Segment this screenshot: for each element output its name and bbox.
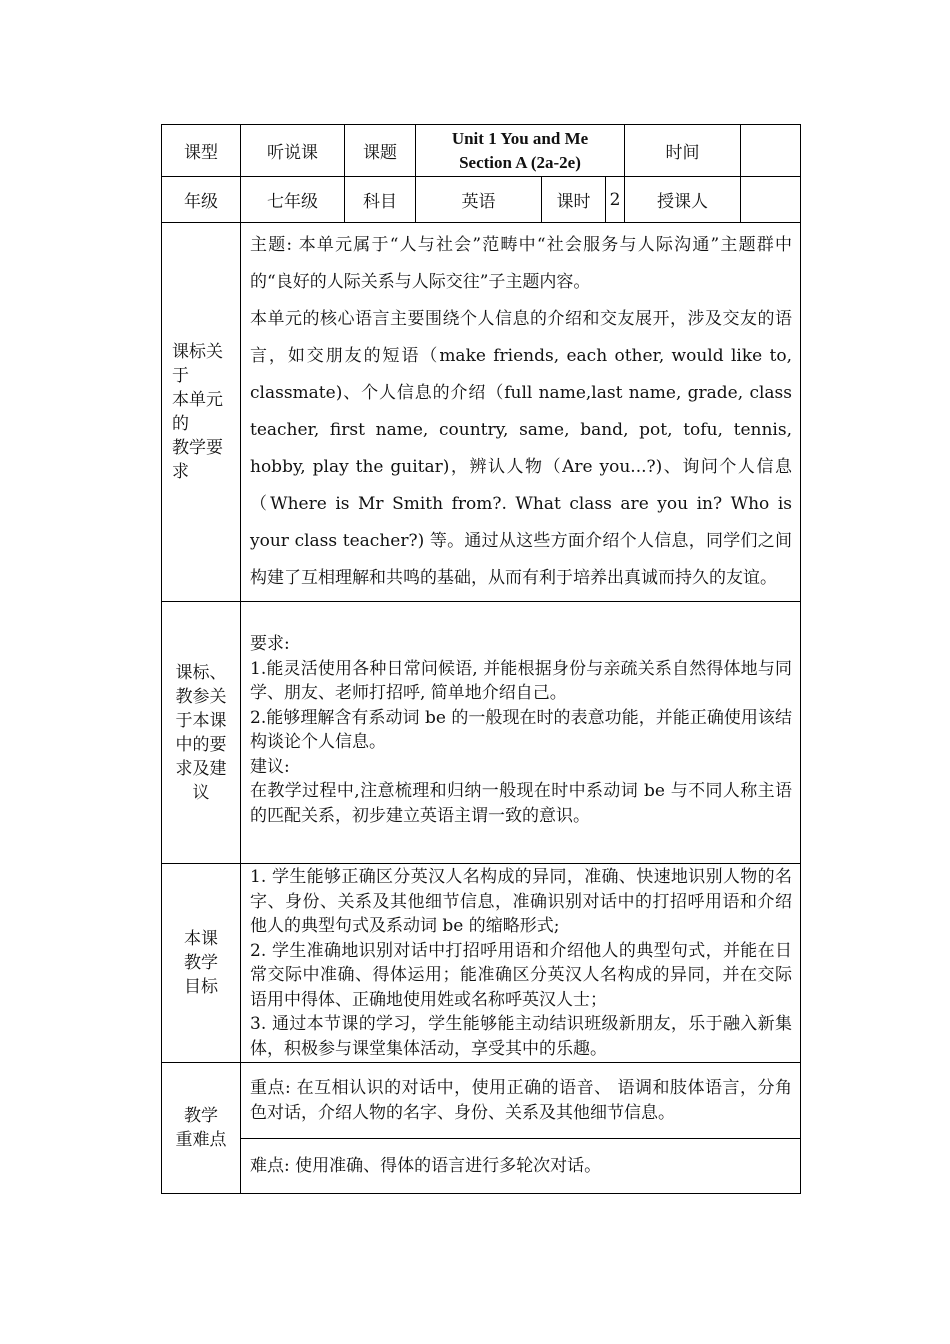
header-row-2 [162,177,801,223]
subject-value: 英语 [416,177,542,223]
standards-label-line: 于 [172,366,189,386]
period-value: 2 [606,177,625,223]
requirements-content [241,602,801,864]
key-point-content: 重点: 在互相认识的对话中，使用正确的语音、 语调和肢体语言，分角色对话，介绍人物的名字、身份、关系及其他细节信息。 [241,1063,801,1139]
objectives-label-line: 目标 [184,977,218,997]
suggestions-heading: 建议: [250,756,290,777]
course-type-value: 听说课 [241,125,345,177]
suggestion-item: 在教学过程中,注意梳理和归纳一般现在时中系动词 be 与不同人称主语的匹配关系，初步建立英语主谓一致的意识。 [250,781,792,826]
key-points-label-line: 重难点 [175,1130,227,1150]
objectives-row [162,864,801,1063]
objectives-content [241,864,801,1063]
requirements-label-line: 于本课 [175,710,227,731]
key-points-label-line: 教学 [184,1106,218,1126]
objective-item-3: 3. 通过本节课的学习，学生能够能主动结识班级新朋友，乐于融入新集体，积极参与课堂集体活动，享受其中的乐趣。 [250,1014,792,1059]
requirements-row [162,602,801,864]
requirement-item-2: 2.能够理解含有系动词 be 的一般现在时的表意功能，并能正确使用该结构谈论个人信息。 [250,707,792,752]
objective-item-2: 2. 学生准确地识别对话中打招呼用语和介绍他人的典型句式，并能在日常交际中准确、得体运用；能准确区分英汉人名构成的异同，并在交际语用中得体、正确地使用姓或名称呼英汉人士； [250,940,792,1010]
standards-row [162,223,801,602]
requirements-label [162,602,241,864]
standards-label-line: 课标关 [172,342,223,362]
standards-label [162,223,241,602]
time-value [741,125,801,177]
objectives-label-line: 教学 [184,953,218,973]
difficult-point-content: 难点: 使用准确、得体的语言进行多轮次对话。 [241,1139,801,1194]
standards-label-line: 本单元 [172,390,223,410]
grade-label: 年级 [162,177,241,223]
standards-language-paragraph: 本单元的核心语言主要围绕个人信息的介绍和交友展开，涉及交友的语言，如交朋友的短语（make friends, each other, would like to, classmate)、个人信息的介绍（full name,last name, grade, class teacher, first name, country, same, band, pot, tofu, tennis, hobby, play the guitar)，辨认人物（Are you...?)、询问个人信息（Where is Mr Smith from?. What class are you in? Who is your class teacher?) 等。通过从这些方面介绍个人信息，同学们之间构建了互相理解和共鸣的基础，从而有利于培养出真诚而持久的友谊。 [250,309,792,588]
objective-item-1: 1. 学生能够正确区分英汉人名构成的异同，准确、快速地识别人物的名字、身份、关系及其他细节信息，准确识别对话中的打招呼用语和介绍他人的典型句式及系动词 be 的缩略形式; [250,867,792,936]
standards-content [241,223,801,602]
requirements-label-line: 课标、 [175,662,227,683]
requirements-label-line: 中的要 [175,734,227,755]
teacher-value [741,177,801,223]
standards-label-line: 教学要 [172,438,223,458]
topic-value [416,125,625,177]
time-label: 时间 [625,125,741,177]
grade-value: 七年级 [241,177,345,223]
lesson-plan-table [161,124,801,1194]
lesson-plan [161,124,800,1194]
key-points-row [162,1063,801,1139]
requirements-heading: 要求: [250,634,290,654]
header-row-1 [162,125,801,177]
difficult-points-row [162,1139,801,1194]
objectives-label-line: 本课 [184,929,218,949]
topic-line-1: Unit 1 You and Me [451,128,589,148]
requirements-label-line: 议 [192,782,210,803]
objectives-label [162,864,241,1063]
requirements-label-line: 教参关 [175,686,227,707]
topic-label: 课题 [345,125,416,177]
key-points-label [162,1063,241,1194]
subject-label: 科目 [345,177,416,223]
standards-label-line: 的 [172,414,189,434]
teacher-label: 授课人 [625,177,741,223]
requirement-item-1: 1.能灵活使用各种日常问候语, 并能根据身份与亲疏关系自然得体地与同学、朋友、老师打招呼, 简单地介绍自己。 [250,658,792,703]
course-type-label: 课型 [162,125,241,177]
topic-line-2: Section A (2a-2e) [459,152,581,172]
standards-theme-paragraph: 主题: 本单元属于“人与社会”范畴中“社会服务与人际沟通”主题群中的“良好的人际关系与人际交往”子主题内容。 [250,235,792,292]
standards-label-line: 求 [172,462,189,482]
requirements-label-line: 求及建 [175,758,227,779]
period-label: 课时 [542,177,606,223]
